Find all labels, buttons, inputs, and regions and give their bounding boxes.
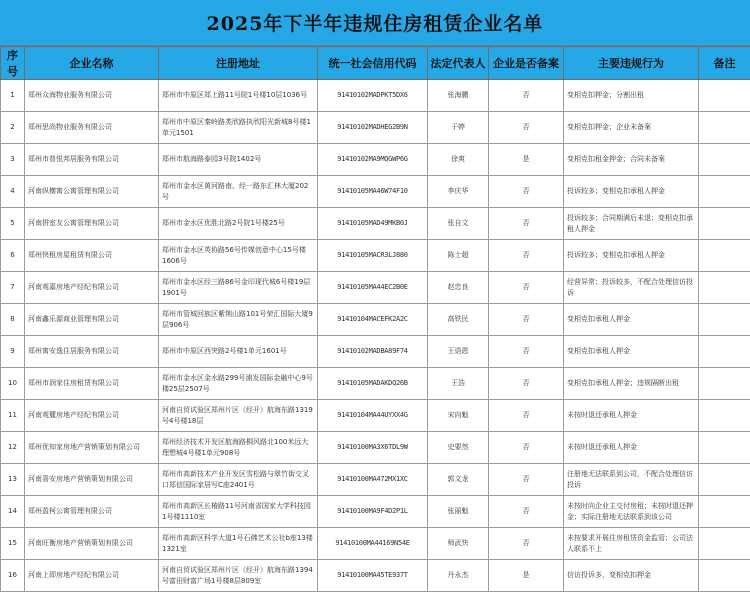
cell-company-name: 河南观嘉房地产经纪有限公司 [25,272,159,304]
cell-registered-address: 郑州市高新技术产业开发区雪松路与翠竹街交叉口郑信国际家居写C座2401号 [159,464,318,496]
cell-index: 1 [1,80,25,112]
cell-credit-code: 91410102MADHEG2B9N [318,112,428,144]
cell-credit-code: 91410104MA44UYXX4G [318,400,428,432]
cell-index: 6 [1,240,25,272]
header-violation: 主要违规行为 [564,47,699,80]
table-row [1,272,750,304]
header-filed-status: 企业是否备案 [489,47,564,80]
cell-legal-rep: 师武快 [428,528,489,560]
cell-legal-rep: 高铁民 [428,304,489,336]
cell-index: 4 [1,176,25,208]
cell-note [699,464,750,496]
cell-note [699,144,750,176]
cell-company-name: 河南喜安房地产营销策划有限公司 [25,464,159,496]
table-row [1,368,750,400]
cell-credit-code: 91410102MADBA89F74 [318,336,428,368]
cell-note [699,496,750,528]
table-row [1,336,750,368]
table-row [1,240,750,272]
header-index: 序号 [1,47,25,80]
cell-filed-status: 否 [489,432,564,464]
cell-company-name: 河南鑫乐源商业管理有限公司 [25,304,159,336]
cell-company-name: 郑州优知家房地产营销策划有限公司 [25,432,159,464]
table-row [1,528,750,560]
cell-index: 8 [1,304,25,336]
table-row [1,496,750,528]
cell-registered-address: 河南自贸试验区郑州片区（经开）航海东路1394号富田财富广场1号楼8层809室 [159,560,318,592]
cell-legal-rep: 张自文 [428,208,489,240]
cell-index: 11 [1,400,25,432]
cell-legal-rep: 于婷 [428,112,489,144]
cell-note [699,176,750,208]
cell-company-name: 河南拼室友公寓管理有限公司 [25,208,159,240]
cell-registered-address: 郑州市高新区科学大道1号石佛艺术公社b座13楼1321室 [159,528,318,560]
cell-filed-status: 否 [489,272,564,304]
cell-violation: 变相克扣承租人押金 [564,304,699,336]
cell-credit-code: 91410105MADAKDQ26B [318,368,428,400]
cell-legal-rep: 徐爽 [428,144,489,176]
cell-filed-status: 否 [489,368,564,400]
cell-company-name: 郑州众海物业服务有限公司 [25,80,159,112]
table-body [1,80,750,592]
cell-credit-code: 91410100MA9F4D2P1L [318,496,428,528]
cell-violation: 变相克扣租金押金；合同未备案 [564,144,699,176]
cell-index: 15 [1,528,25,560]
cell-filed-status: 否 [489,176,564,208]
header-credit-code: 统一社会信用代码 [318,47,428,80]
cell-registered-address: 郑州市金水区黄河路南、经一路东汇林大厦202号 [159,176,318,208]
cell-violation: 未按时退还承租人押金 [564,400,699,432]
cell-company-name: 河南观麓房地产经纪有限公司 [25,400,159,432]
cell-legal-rep: 张丽魁 [428,496,489,528]
cell-company-name: 郑州快租房屋租赁有限公司 [25,240,159,272]
cell-company-name: 郑州市润家住房租赁有限公司 [25,368,159,400]
cell-violation: 变相克扣押金；企业未备案 [564,112,699,144]
cell-filed-status: 否 [489,336,564,368]
cell-credit-code: 91410102MA9MQGWP6G [318,144,428,176]
cell-note [699,336,750,368]
cell-registered-address: 郑州市金水区经三路86号金印现代城6号楼19层1901号 [159,272,318,304]
cell-legal-rep: 史要然 [428,432,489,464]
cell-index: 3 [1,144,25,176]
header-registered-address: 注册地址 [159,47,318,80]
cell-filed-status: 否 [489,240,564,272]
cell-legal-rep: 张海鹏 [428,80,489,112]
cell-company-name: 郑州寓安逸住居服务有限公司 [25,336,159,368]
cell-filed-status: 否 [489,112,564,144]
cell-violation: 变相克扣承租人押金；违规隔断出租 [564,368,699,400]
cell-filed-status: 否 [489,528,564,560]
violation-table [0,46,750,592]
cell-violation: 变相克扣承租人押金 [564,336,699,368]
cell-index: 12 [1,432,25,464]
cell-registered-address: 郑州市高新区长椿路11号河南省国家大学科技园1号楼1110室 [159,496,318,528]
cell-index: 9 [1,336,25,368]
cell-index: 13 [1,464,25,496]
cell-index: 2 [1,112,25,144]
cell-company-name: 郑州盈柯公寓管理有限公司 [25,496,159,528]
cell-note [699,80,750,112]
cell-violation: 未按要求开展住房租赁资金监管；公司法人联系不上 [564,528,699,560]
header-company-name: 企业名称 [25,47,159,80]
cell-note [699,272,750,304]
cell-legal-rep: 王语恩 [428,336,489,368]
cell-credit-code: 91410105MA46W74F10 [318,176,428,208]
table-row [1,560,750,592]
header-note: 备注 [699,47,750,80]
cell-filed-status: 是 [489,144,564,176]
cell-filed-status: 是 [489,560,564,592]
cell-filed-status: 否 [489,80,564,112]
cell-filed-status: 否 [489,496,564,528]
cell-company-name: 郑州市普悦邦居服务有限公司 [25,144,159,176]
cell-credit-code: 91410102MADPKT5DX6 [318,80,428,112]
cell-violation: 投诉较多；变相克扣承租人押金 [564,176,699,208]
cell-legal-rep: 郭文龙 [428,464,489,496]
cell-credit-code: 91410105MA44EC2B0E [318,272,428,304]
cell-note [699,368,750,400]
table-row [1,112,750,144]
cell-index: 16 [1,560,25,592]
cell-registered-address: 河南自贸试验区郑州片区（经开）航海东路1319号4号楼18层 [159,400,318,432]
cell-violation: 未按时向企业主交付房租；未按时退还押金；实际注册地无法联系到该公司 [564,496,699,528]
cell-company-name: 郑州思尚物业服务有限公司 [25,112,159,144]
cell-registered-address: 郑州市中原区西突路2号楼1单元1601号 [159,336,318,368]
cell-company-name: 河南旺衡房地产营销策划有限公司 [25,528,159,560]
cell-registered-address: 郑州市中原区郑上路11号院1号楼10层1036号 [159,80,318,112]
cell-legal-rep: 赵忠良 [428,272,489,304]
cell-note [699,112,750,144]
cell-registered-address: 郑州市航海路泰园3号院1402号 [159,144,318,176]
table-row [1,176,750,208]
cell-company-name: 河南上即房地产经纪有限公司 [25,560,159,592]
cell-note [699,304,750,336]
cell-filed-status: 否 [489,208,564,240]
cell-registered-address: 郑州市金水区金水路299号浦发国际金融中心9号楼25层2507号 [159,368,318,400]
cell-filed-status: 否 [489,304,564,336]
cell-credit-code: 91410100MA44169N54E [318,528,428,560]
cell-legal-rep: 王浩 [428,368,489,400]
table-row [1,304,750,336]
table-row [1,144,750,176]
cell-violation: 投诉较多；合同期满后未退；变相克扣承租人押金 [564,208,699,240]
cell-filed-status: 否 [489,464,564,496]
cell-index: 10 [1,368,25,400]
table-header-row [1,47,750,80]
cell-credit-code: 91410104MACEFK2A2C [318,304,428,336]
cell-violation: 未按时退还承租人押金 [564,432,699,464]
cell-registered-address: 郑州市金水区优胜北路2号院1号楼25号 [159,208,318,240]
header-legal-rep: 法定代表人 [428,47,489,80]
cell-index: 7 [1,272,25,304]
cell-credit-code: 91410105MAD49MKB0J [318,208,428,240]
cell-registered-address: 郑州经济技术开发区航海路桐风路北100米远大理想城4号楼1单元908号 [159,432,318,464]
cell-violation: 经营异常；投诉较多，不配合处理信访投诉 [564,272,699,304]
cell-legal-rep: 陈士超 [428,240,489,272]
cell-index: 14 [1,496,25,528]
cell-filed-status: 否 [489,400,564,432]
cell-registered-address: 郑州市中原区秦岭路类欣路执欣阳光新城8号楼1单元1501 [159,112,318,144]
cell-violation: 变相克扣押金；分割出租 [564,80,699,112]
cell-note [699,240,750,272]
table-row [1,464,750,496]
cell-note [699,432,750,464]
cell-credit-code: 91410105MACR3LJ880 [318,240,428,272]
cell-credit-code: 91410100MA3X6TDL9W [318,432,428,464]
cell-credit-code: 91410100MA45TE937T [318,560,428,592]
table-row [1,208,750,240]
cell-note [699,208,750,240]
cell-registered-address: 郑州市金水区英协路56号传媒创意中心15号楼1606号 [159,240,318,272]
cell-violation: 投诉较多；变相克扣承租人押金 [564,240,699,272]
cell-note [699,560,750,592]
document-title: 2025年下半年违规住房租赁企业名单 [0,0,750,46]
cell-note [699,400,750,432]
table-row [1,432,750,464]
cell-credit-code: 91410100MA472MX1XC [318,464,428,496]
cell-legal-rep: 李庆华 [428,176,489,208]
table-row [1,400,750,432]
cell-legal-rep: 宋向魁 [428,400,489,432]
cell-registered-address: 郑州市管城回族区紫荆山路101号荣汇国际大厦9层906号 [159,304,318,336]
cell-violation: 注册地无法联系到公司，不配合处理信访投诉 [564,464,699,496]
cell-violation: 信访投诉多，变相克扣押金 [564,560,699,592]
cell-index: 5 [1,208,25,240]
table-row [1,80,750,112]
cell-note [699,528,750,560]
cell-company-name: 河南纵横寓公寓管理有限公司 [25,176,159,208]
cell-legal-rep: 丹永杰 [428,560,489,592]
